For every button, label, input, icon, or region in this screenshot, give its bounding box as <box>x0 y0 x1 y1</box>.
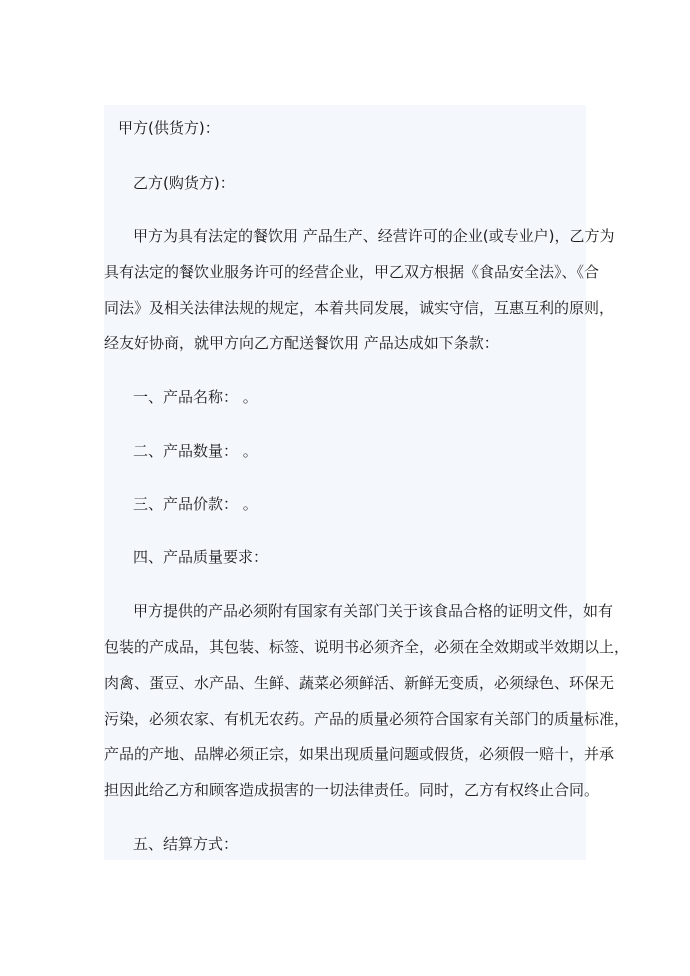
quality-line-1: 甲方提供的产品必须附有国家有关部门关于该食品合格的证明文件，如有 <box>133 602 614 620</box>
quality-line-3: 肉禽、蛋豆、水产品、生鲜、蔬菜必须鲜活、新鲜无变质，必须绿色、环保无 <box>104 674 615 692</box>
quality-line-6: 担因此给乙方和顾客造成损害的一切法律责任。同时，乙方有权终止合同。 <box>104 781 600 799</box>
quality-line-2: 包装的产成品，其包装、标签、说明书必须齐全，必须在全效期或半效期以上， <box>104 638 630 656</box>
preamble-line-1: 甲方为具有法定的餐饮用 产品生产、经营许可的企业(或专业户)，乙方为 <box>133 227 615 245</box>
party-a-line: 甲方(供货方)： <box>118 119 220 137</box>
preamble-line-4: 经友好协商，就甲方向乙方配送餐饮用 产品达成如下条款： <box>104 334 499 352</box>
party-b-line: 乙方(购货方)： <box>133 174 235 192</box>
clause-product-price: 三、产品价款： 。 <box>133 495 258 513</box>
clause-product-quantity: 二、产品数量： 。 <box>133 442 258 460</box>
quality-line-4: 污染，必须农家、有机无农药。产品的质量必须符合国家有关部门的质量标准， <box>104 710 630 728</box>
preamble-line-2: 具有法定的餐饮业服务许可的经营企业，甲乙双方根据《食品安全法》、《合 <box>104 263 600 281</box>
clause-product-name: 一、产品名称： 。 <box>133 388 258 406</box>
quality-line-5: 产品的产地、品牌必须正宗，如果出现质量问题或假货，必须假一赔十，并承 <box>104 745 615 763</box>
preamble-line-3: 同法》及相关法律法规的规定，本着共同发展，诚实守信，互惠互利的原则， <box>104 299 615 317</box>
clause-settlement-title: 五、结算方式： <box>133 835 239 853</box>
clause-quality-title: 四、产品质量要求： <box>133 548 269 566</box>
